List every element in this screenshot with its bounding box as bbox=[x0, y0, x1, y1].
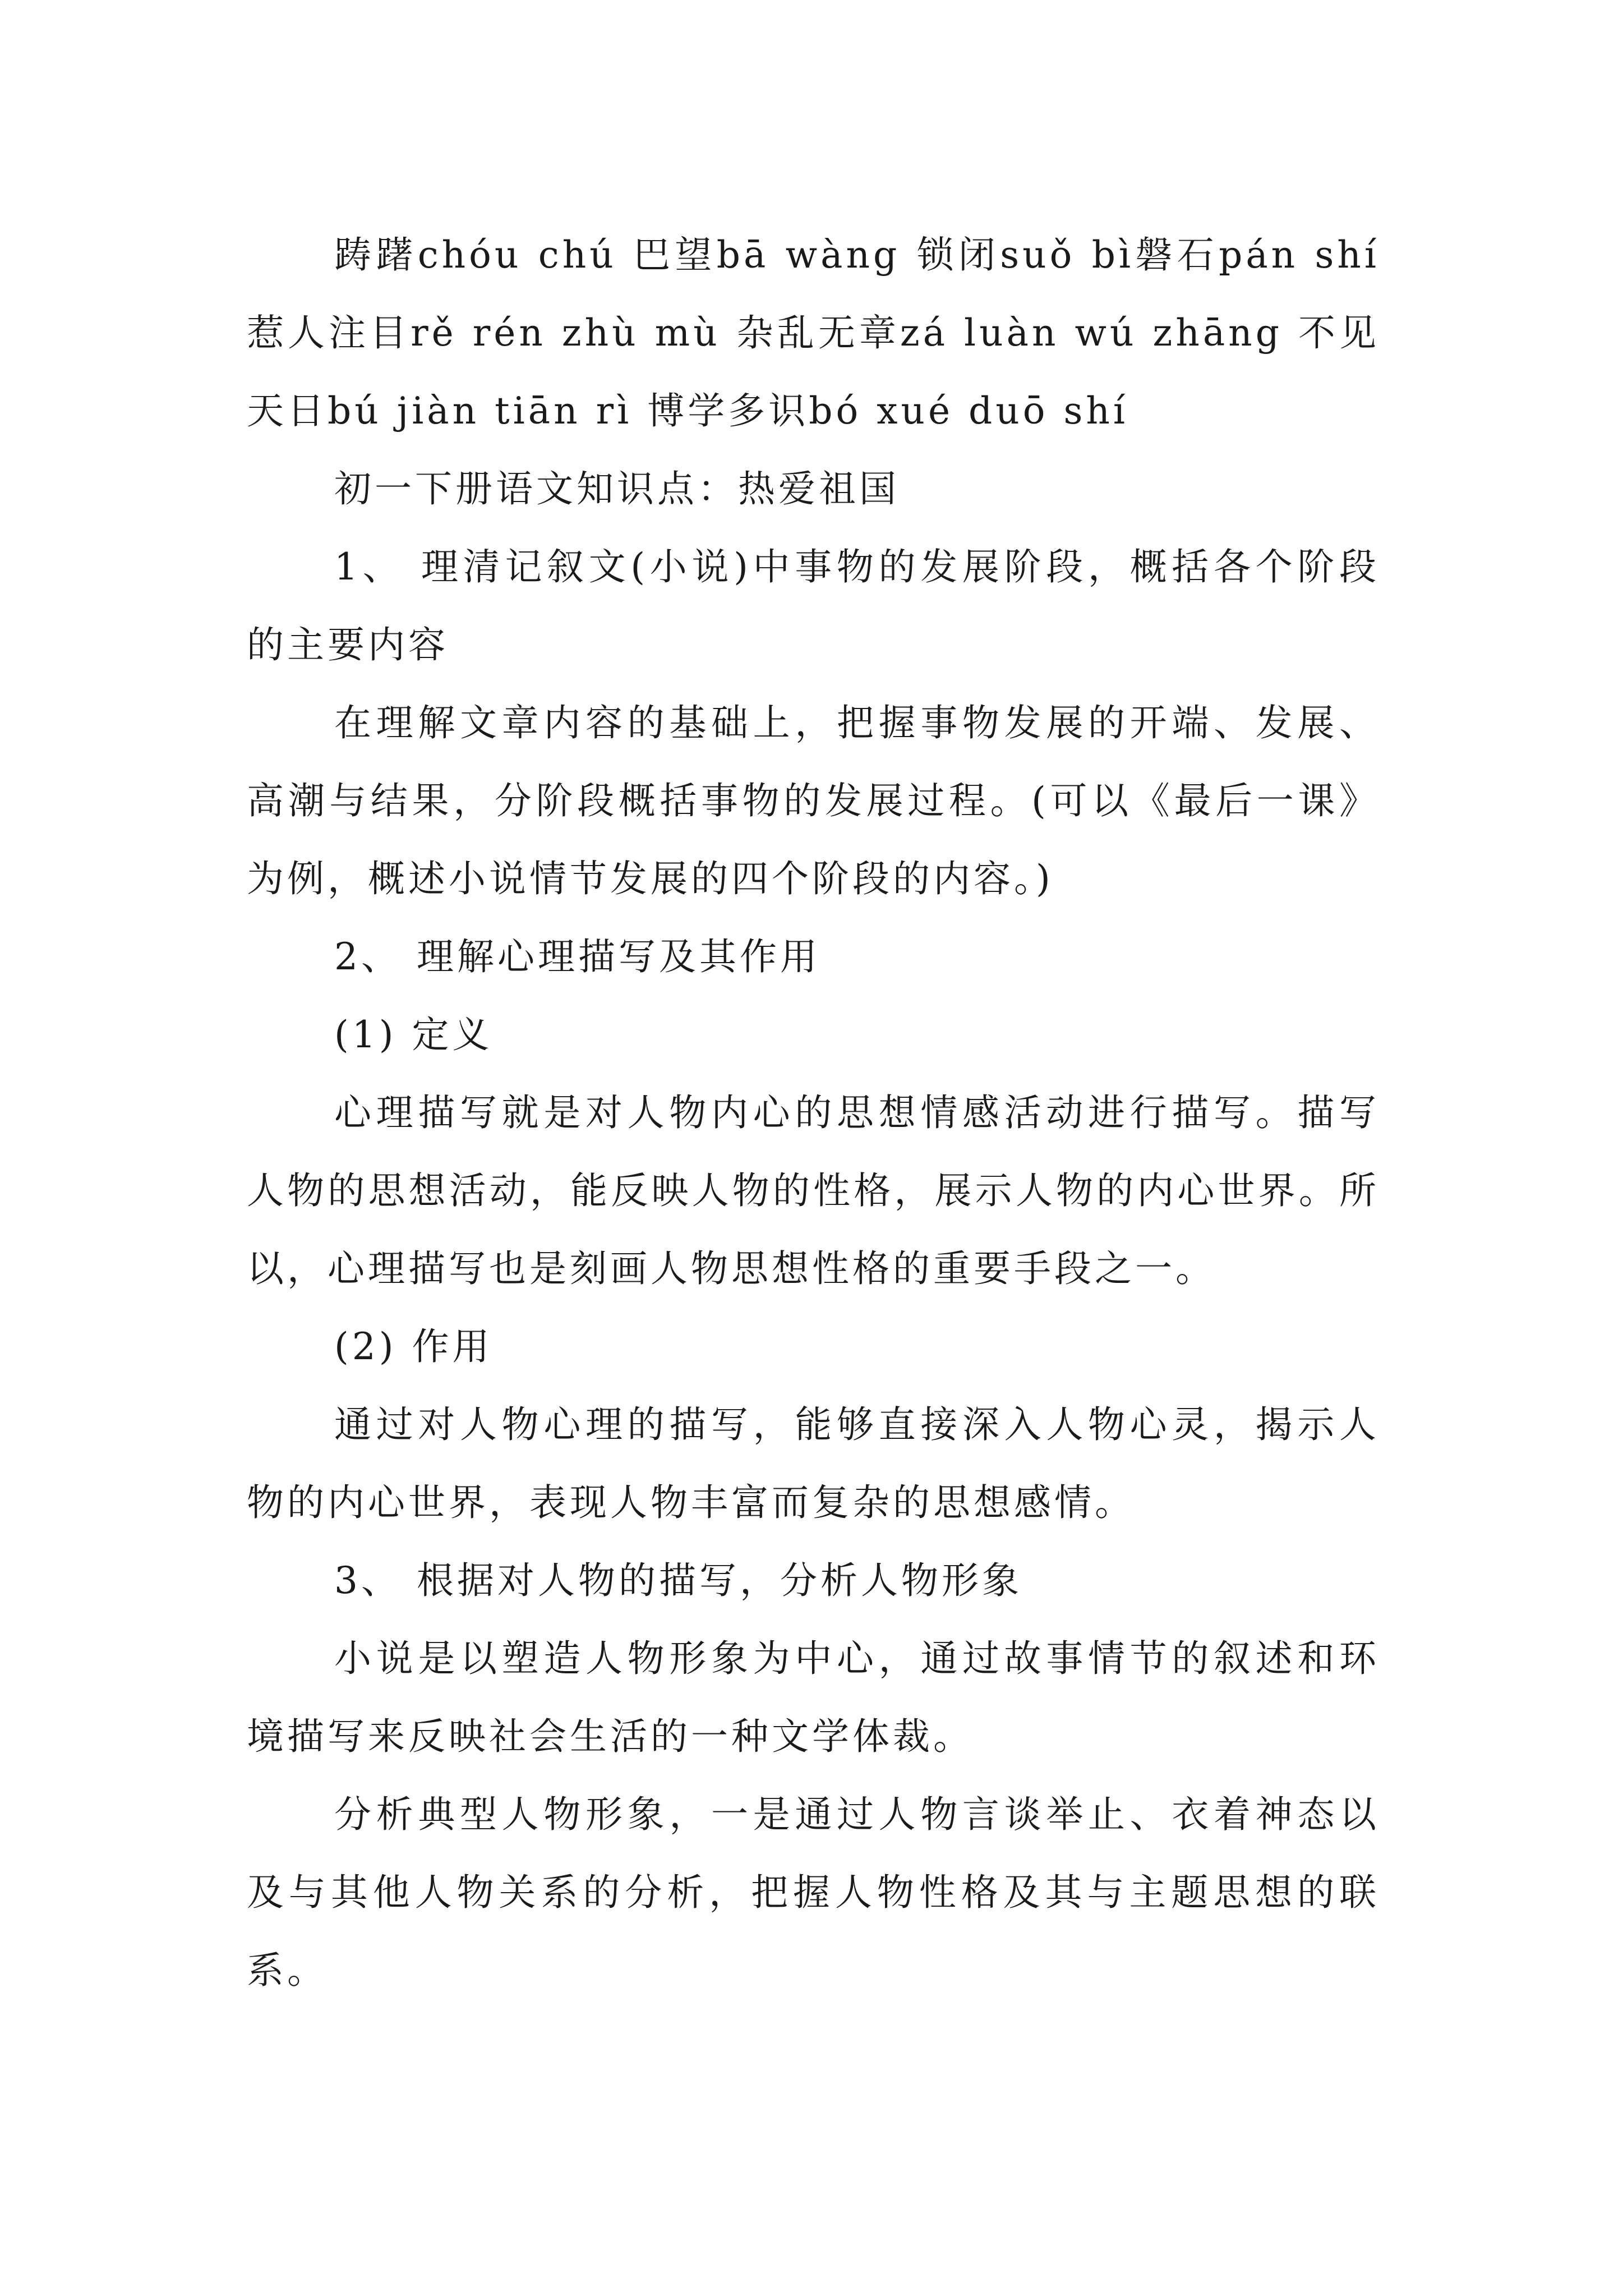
character-analysis-paragraph: 分析典型人物形象，一是通过人物言谈举止、衣着神态以及与其他人物关系的分析，把握人物性格及其与主题思想的联系。 bbox=[247, 1793, 1380, 1992]
point-1-body: 在理解文章内容的基础上，把握事物发展的开端、发展、高潮与结果，分阶段概括事物的发展过程。(可以《最后一课》为例，概述小说情节发展的四个阶段的内容。) bbox=[247, 701, 1380, 900]
point-2-heading: 2、 理解心理描写及其作用 bbox=[334, 935, 820, 978]
pinyin-vocabulary-paragraph: 踌躇chóu chú 巴望bā wàng 锁闭suǒ bì磐石pán shí 惹人注目rě rén zhù mù 杂乱无章zá luàn wú zhāng 不见天日bú jiàn tiān rì 博学多识bó xué duō shí bbox=[247, 233, 1380, 432]
document-body bbox=[247, 216, 1380, 2009]
point-3-body: 小说是以塑造人物形象为中心，通过故事情节的叙述和环境描写来反映社会生活的一种文学体裁。 bbox=[247, 1637, 1380, 1758]
section-heading: 初一下册语文知识点：热爱祖国 bbox=[334, 467, 900, 510]
point-3-heading: 3、 根据对人物的描写，分析人物形象 bbox=[334, 1559, 1022, 1602]
definition-subheading: (1) 定义 bbox=[334, 1013, 493, 1056]
point-1-heading: 1、 理清记叙文(小说)中事物的发展阶段，概括各个阶段的主要内容 bbox=[247, 545, 1380, 666]
function-subheading: (2) 作用 bbox=[334, 1325, 493, 1368]
definition-body: 心理描写就是对人物内心的思想情感活动进行描写。描写人物的思想活动，能反映人物的性格，展示人物的内心世界。所以，心理描写也是刻画人物思想性格的重要手段之一。 bbox=[247, 1091, 1380, 1290]
function-body: 通过对人物心理的描写，能够直接深入人物心灵，揭示人物的内心世界，表现人物丰富而复杂的思想感情。 bbox=[247, 1403, 1380, 1524]
